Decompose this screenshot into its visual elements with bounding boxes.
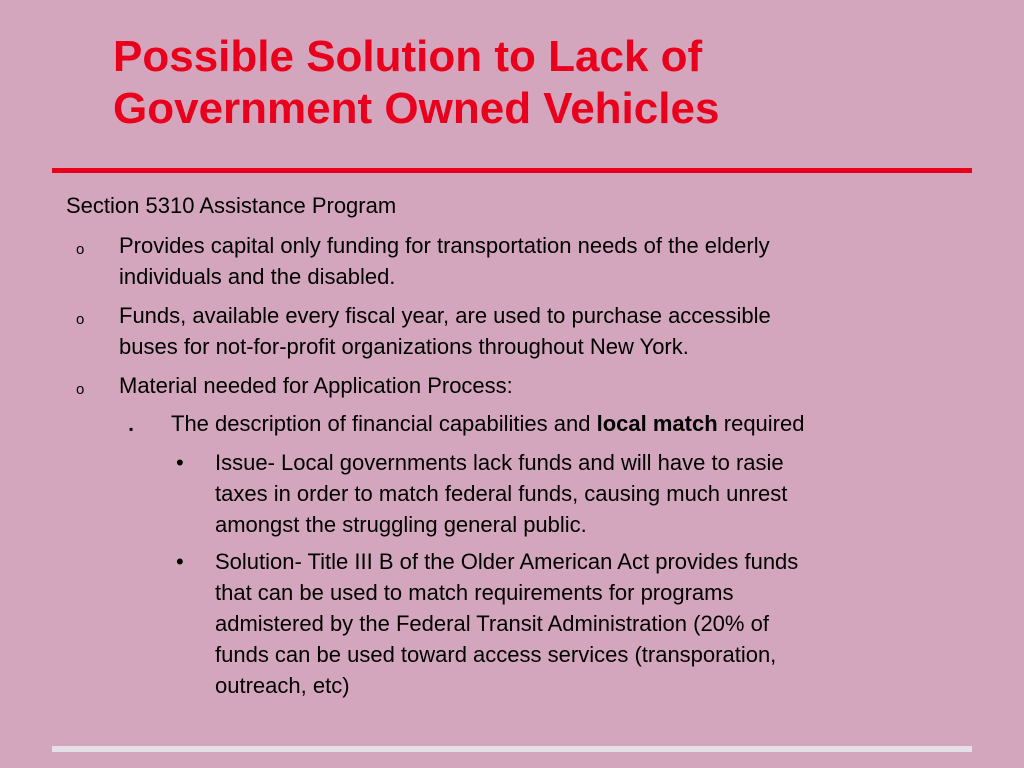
slide-title-line-2: Government Owned Vehicles: [113, 84, 720, 133]
sub-sub-bullet-marker-2: •: [176, 549, 184, 574]
issue-line-3: amongst the struggling general public.: [215, 512, 587, 537]
issue-line-2: taxes in order to match federal funds, causing much unrest: [215, 481, 788, 506]
bullet-marker-3: o: [76, 381, 85, 398]
issue-line-1: Issue- Local governments lack funds and will have to rasie: [215, 450, 784, 475]
bullet-marker-2: o: [76, 311, 85, 328]
solution-line-2: that can be used to match requirements for programs: [215, 580, 734, 605]
slide-title: [113, 31, 973, 135]
slide-title-line-1: Possible Solution to Lack of: [113, 32, 703, 81]
sub-bullet-marker: ▪: [129, 422, 134, 436]
section-heading: Section 5310 Assistance Program: [66, 193, 397, 218]
sub-bullet-text: [171, 408, 804, 439]
bottom-divider: [52, 746, 972, 752]
sub-bullet-text-before: The description of financial capabilities and: [171, 411, 597, 436]
solution-line-4: funds can be used toward access services (transporation,: [215, 642, 777, 667]
title-divider: [52, 168, 972, 173]
bullet-1-line-1: Provides capital only funding for transportation needs of the elderly: [119, 233, 770, 258]
bullet-3-line-1: Material needed for Application Process:: [119, 373, 513, 398]
bullet-1-line-2: individuals and the disabled.: [119, 264, 396, 289]
bullet-2-line-2: buses for not-for-profit organizations throughout New York.: [119, 334, 689, 359]
sub-sub-bullet-marker-1: •: [176, 450, 184, 475]
bullet-2-line-1: Funds, available every fiscal year, are used to purchase accessible: [119, 303, 771, 328]
bullet-marker-1: o: [76, 241, 85, 258]
sub-bullet-text-bold: local match: [596, 411, 718, 436]
solution-line-5: outreach, etc): [215, 673, 350, 698]
solution-line-3: admistered by the Federal Transit Administration (20% of: [215, 611, 769, 636]
sub-bullet-text-after: required: [717, 411, 805, 436]
solution-line-1: Solution- Title III B of the Older American Act provides funds: [215, 549, 799, 574]
